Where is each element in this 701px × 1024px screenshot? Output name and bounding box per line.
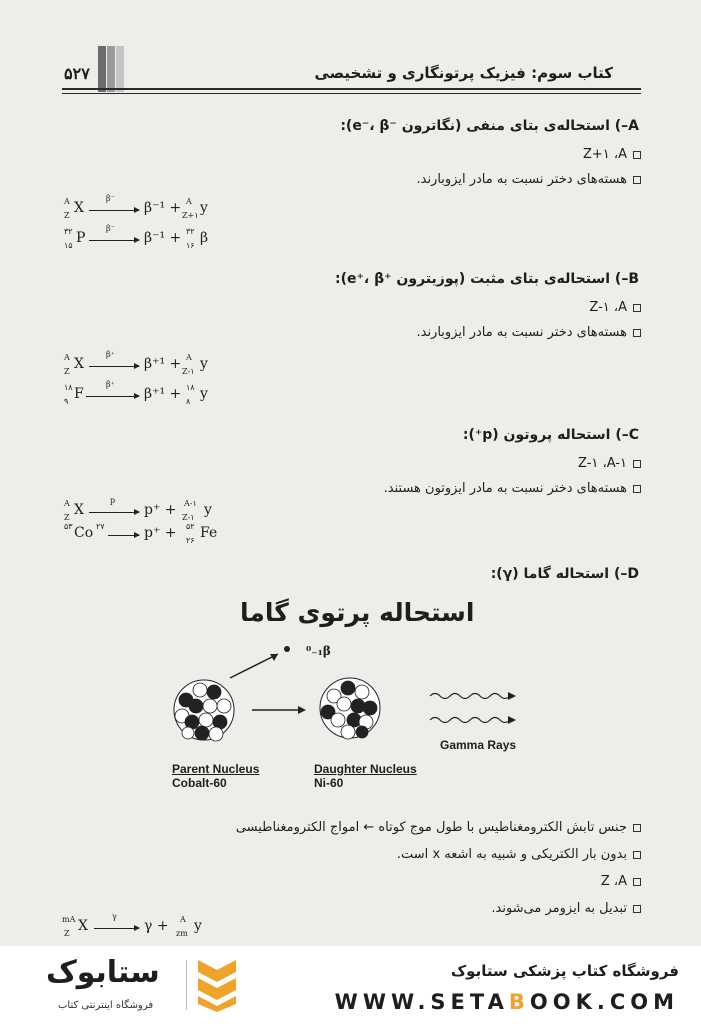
- beta-label: ⁰₋₁β: [306, 644, 331, 658]
- section-b-bullet-1: Z-۱ ،A: [589, 300, 641, 315]
- emission-arrow: [230, 654, 278, 678]
- parent-nucleus-label: Parent Nucleus: [172, 762, 260, 776]
- equation-a1: A Z X β⁻ β⁻¹ + A Z+۱ y: [64, 194, 208, 220]
- equation-a2: ۳۲ ۱۵ P β⁻ β⁻¹ + ۳۲ ۱۶ β: [64, 224, 209, 250]
- equation-c2: ۵۳ Co ۲۷ p⁺ + ۵۲ ۲۶ Fe: [64, 522, 218, 545]
- header-decoration-bars: [98, 46, 124, 92]
- store-title: فروشگاه کتاب پزشکی ستابوک: [450, 962, 679, 980]
- section-a-bullet-2: هسته‌های دختر نسبت به مادر ایزوبارند.: [416, 172, 641, 187]
- store-url[interactable]: WWW.SETABOOK.COM: [334, 990, 679, 1014]
- logo-subtitle: فروشگاه اینترنتی کتاب: [58, 1000, 154, 1011]
- decay-arrowhead: [298, 706, 306, 714]
- section-d-bullet-3: Z ،A: [601, 874, 641, 889]
- header-rule-thin: [62, 93, 641, 94]
- seta-logo-icon: [196, 954, 238, 1014]
- gamma-rays-label: Gamma Rays: [440, 738, 517, 752]
- section-b-bullet-2: هسته‌های دختر نسبت به مادر ایزوبارند.: [416, 325, 641, 340]
- logo-text: ستابوک: [46, 955, 160, 990]
- section-d-bullet-1: جنس تابش الکترومغناطیس با طول موج کوتاه ← امواج الکترومغناطیسی: [236, 820, 641, 835]
- parent-nucleus-icon: [174, 680, 234, 741]
- equation-c1: A Z X p p⁺ + A-۱ Z-۱ y: [64, 496, 212, 522]
- equation-b1: A Z X β⁺ β⁺¹ + A Z-۱ y: [64, 350, 208, 376]
- gamma-wave-2: [430, 718, 510, 723]
- equation-d1: mA Z X γ γ + A zm y: [62, 912, 202, 938]
- gamma-wave-1: [430, 694, 510, 699]
- equation-b2: ۱۸ ۹ F β⁺ β⁺¹ + ۱۸ ۸ y: [64, 380, 208, 406]
- section-c-title: C–) استحاله پروتون (p⁺):: [462, 427, 639, 443]
- section-b-title: B–) استحاله‌ی بتای مثبت (پوزیترون ‎e⁺‎، ‎β⁺‎):: [335, 271, 639, 287]
- parent-nucleus-name: Cobalt-60: [172, 776, 227, 790]
- chapter-title: کتاب سوم: فیزیک پرتونگاری و تشخیصی: [314, 64, 613, 82]
- logo-divider: [186, 960, 187, 1010]
- daughter-nucleus-name: Ni-60: [314, 776, 344, 790]
- section-a-title: A–) استحاله‌ی بتای منفی (نگاترون ‎e⁻‎، ‎β⁻‎):: [340, 118, 639, 134]
- gamma-figure-title: استحاله پرتوی گاما: [240, 598, 475, 627]
- header-rule: [62, 88, 641, 90]
- section-d-bullet-4: تبدیل به ایزومر می‌شوند.: [491, 901, 641, 916]
- section-c-bullet-2: هسته‌های دختر نسبت به مادر ایزوتون هستند.: [384, 481, 641, 496]
- section-a-bullet-1: Z+۱ ،A: [583, 147, 641, 162]
- beta-particle-icon: [284, 646, 290, 652]
- section-d-title: D–) استحاله گاما (γ):: [490, 566, 639, 582]
- daughter-nucleus-icon: [320, 678, 380, 739]
- daughter-nucleus-label: Daughter Nucleus: [314, 762, 417, 776]
- section-d-bullet-2: بدون بار الکتریکی و شبیه به اشعه x است.: [397, 847, 641, 862]
- page-number: ۵۲۷: [64, 64, 90, 83]
- section-c-bullet-1: Z-۱ ،A-۱: [578, 456, 641, 471]
